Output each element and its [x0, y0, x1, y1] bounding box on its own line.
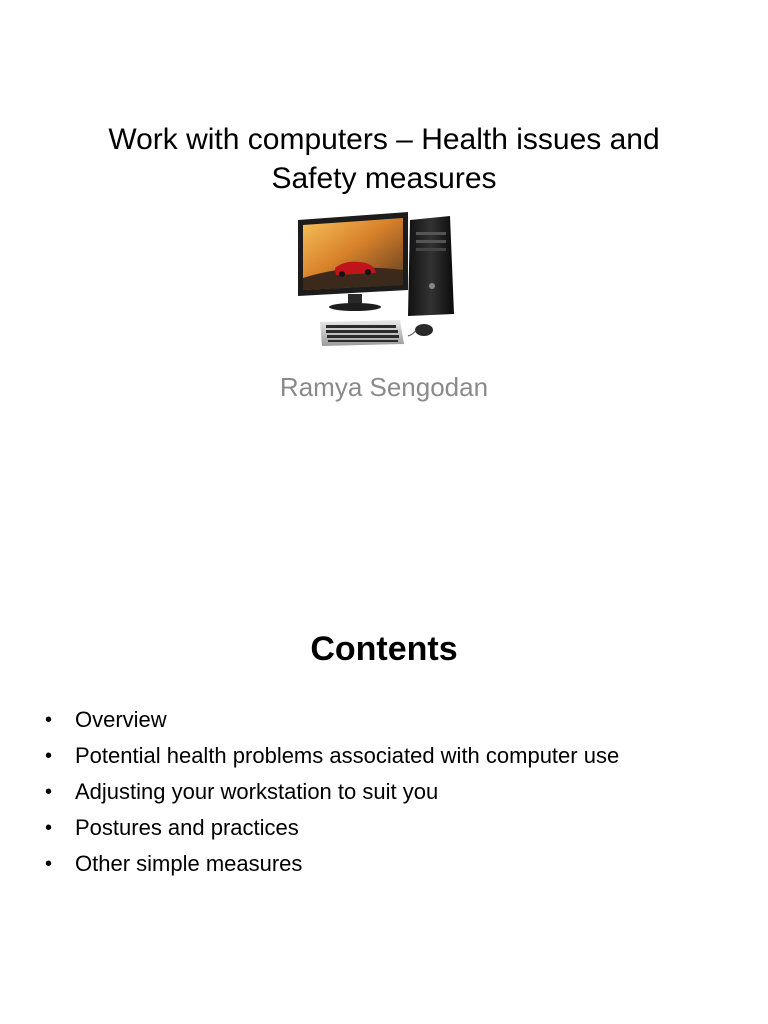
bullet-icon: •	[45, 745, 53, 767]
list-item: • Adjusting your workstation to suit you	[40, 774, 619, 810]
list-item: • Overview	[40, 702, 619, 738]
contents-list	[40, 702, 619, 882]
list-item: • Other simple measures	[40, 846, 619, 882]
list-item: • Potential health problems associated with computer use	[40, 738, 619, 774]
slide-title	[60, 120, 708, 198]
bullet-icon: •	[45, 781, 53, 803]
bullet-icon: •	[45, 817, 53, 839]
contents-slide	[0, 512, 768, 1024]
contents-heading: Contents	[310, 630, 458, 668]
author-name: Ramya Sengodan	[279, 372, 489, 402]
slide-title-line-1: Work with computers – Health issues and	[108, 123, 660, 156]
bullet-icon: •	[45, 709, 53, 731]
desktop-computer-icon	[290, 208, 460, 354]
slide-title-line-2: Safety measures	[271, 162, 497, 195]
bullet-icon: •	[45, 853, 53, 875]
list-item: • Postures and practices	[40, 810, 619, 846]
